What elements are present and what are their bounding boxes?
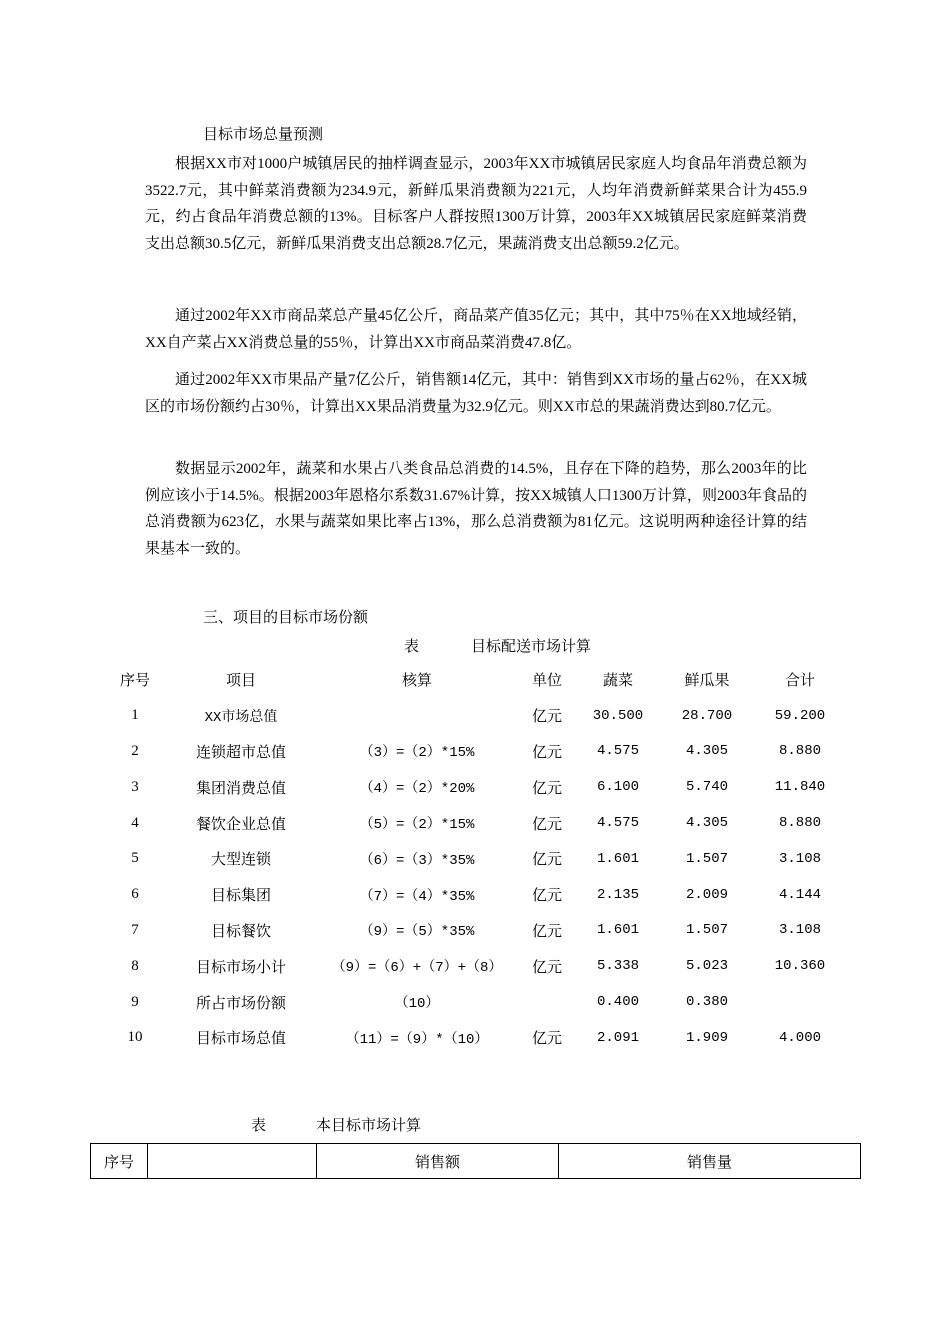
row-fruit: 5.023 <box>685 958 728 975</box>
row-total: 8.880 <box>778 743 821 760</box>
row-unit: 亿元 <box>531 744 562 761</box>
row-fruit: 1.909 <box>685 1029 728 1046</box>
header-cell: 核算 <box>401 673 432 690</box>
paragraph-3: 通过2002年XX市果品产量7亿公斤，销售额14亿元，其中：销售到XX市场的量占62％，在XX城区的市场份额约占30％，计算出XX果品消费量为32.9亿元。则XX市总的果蔬消费达到80.7亿元。 <box>145 372 807 415</box>
row-index: 5 <box>131 850 139 867</box>
header-cell: 合计 <box>784 673 815 690</box>
row-vegetables: 1.601 <box>596 922 639 939</box>
table-row <box>100 877 850 913</box>
row-item: 所占市场份额 <box>195 995 286 1012</box>
row-formula: （7）=（4）*35% <box>359 888 475 905</box>
header-cell: 序号 <box>119 673 150 690</box>
row-index: 10 <box>127 1029 143 1046</box>
row-formula: （5）=（2）*15% <box>359 817 475 834</box>
row-fruit: 2.009 <box>685 886 728 903</box>
table1-caption-title: 目标配送市场计算 <box>471 639 592 655</box>
table-header-row <box>91 1144 861 1179</box>
table-row <box>100 948 850 984</box>
row-total: 10.360 <box>774 958 826 975</box>
row-vegetables: 30.500 <box>592 707 644 724</box>
table2-caption <box>251 1114 421 1135</box>
row-vegetables: 2.135 <box>596 886 639 903</box>
row-formula: （9）=（5）*35% <box>359 924 475 941</box>
row-unit: 亿元 <box>531 923 562 940</box>
table1-caption-prefix: 表 <box>404 639 420 655</box>
table2-caption-title: 本目标市场计算 <box>316 1118 422 1134</box>
table-row <box>100 1020 850 1056</box>
row-total: 4.000 <box>778 1029 821 1046</box>
row-item: 集团消费总值 <box>195 780 286 797</box>
row-formula: （3）=（2）*15% <box>359 745 475 762</box>
row-formula: （6）=（3）*35% <box>359 852 475 869</box>
table1-caption <box>404 635 591 656</box>
row-unit: 亿元 <box>531 888 562 905</box>
row-fruit: 5.740 <box>685 779 728 796</box>
header-cell: 销售量 <box>559 1144 861 1179</box>
paragraph-1: 根据XX市对1000户城镇居民的抽样调查显示，2003年XX市城镇居民家庭人均食品年消费总额为3522.7元，其中鲜菜消费额为234.9元，新鲜瓜果消费额为221元，人均年消费新鲜菜果合计为455.9元，约占食品年消费总额的13%。目标客户人群按照1300万计算，2003年XX城镇居民家庭鲜菜消费支出总额30.5亿元，新鲜瓜果消费支出总额28.7亿元，果蔬消费支出总额59.2亿元。 <box>145 156 807 252</box>
row-vegetables: 6.100 <box>596 779 639 796</box>
row-formula: （9）=（6）+（7）+（8） <box>331 960 503 977</box>
table-row <box>100 841 850 877</box>
section3-heading: 三、项目的目标市场份额 <box>203 610 369 626</box>
row-unit <box>522 984 572 1020</box>
header-cell: 项目 <box>225 673 256 690</box>
row-total: 4.144 <box>778 886 821 903</box>
table-row <box>100 984 850 1020</box>
row-fruit: 28.700 <box>681 707 733 724</box>
row-unit: 亿元 <box>531 709 562 726</box>
row-total: 3.108 <box>778 850 821 867</box>
row-unit: 亿元 <box>531 780 562 797</box>
row-vegetables: 1.601 <box>596 850 639 867</box>
row-fruit: 4.305 <box>685 815 728 832</box>
header-cell: 销售额 <box>317 1144 559 1179</box>
section-heading: 目标市场总量预测 <box>203 127 324 143</box>
header-cell <box>148 1144 317 1179</box>
table-header-row <box>100 662 850 698</box>
row-fruit: 0.380 <box>685 994 728 1011</box>
row-index: 2 <box>131 742 139 759</box>
row-item: 目标集团 <box>210 888 271 905</box>
paragraph-2: 通过2002年XX市商品菜总产量45亿公斤，商品菜产值35亿元；其中，其中75％在XX地域经销，XX自产菜占XX消费总量的55％，计算出XX市商品菜消费47.8亿。 <box>145 308 807 351</box>
target-distribution-table <box>100 662 850 1056</box>
row-vegetables: 2.091 <box>596 1029 639 1046</box>
row-total <box>750 984 850 1020</box>
row-item: 连锁超市总值 <box>195 744 286 761</box>
row-item: XX市场总值 <box>204 709 278 726</box>
row-unit: 亿元 <box>531 959 562 976</box>
row-item: 餐饮企业总值 <box>195 816 286 833</box>
row-fruit: 1.507 <box>685 922 728 939</box>
row-unit: 亿元 <box>531 1031 562 1048</box>
row-total: 11.840 <box>774 779 826 796</box>
row-index: 6 <box>131 886 139 903</box>
row-unit: 亿元 <box>531 816 562 833</box>
table-row <box>100 698 850 734</box>
paragraph-4: 数据显示2002年，蔬菜和水果占八类食品总消费的14.5%，且存在下降的趋势，那么2003年的比例应该小于14.5%。根据2003年恩格尔系数31.67%计算，按XX城镇人口1300万计算，则2003年食品的总消费额为623亿，水果与蔬菜如果比率占13%，那么总消费额为81亿元。这说明两种途径计算的结果基本一致的。 <box>145 461 807 557</box>
row-index: 8 <box>131 957 139 974</box>
row-index: 1 <box>131 707 139 724</box>
header-cell: 单位 <box>531 673 562 690</box>
table-row <box>100 805 850 841</box>
row-index: 7 <box>131 921 139 938</box>
row-index: 4 <box>131 814 139 831</box>
table2-caption-prefix: 表 <box>251 1118 267 1134</box>
row-formula: （10） <box>394 996 440 1013</box>
row-index: 9 <box>131 993 139 1010</box>
row-vegetables: 4.575 <box>596 815 639 832</box>
row-fruit: 4.305 <box>685 743 728 760</box>
header-cell: 鲜瓜果 <box>684 673 730 690</box>
row-total: 8.880 <box>778 815 821 832</box>
row-item: 大型连锁 <box>210 852 271 869</box>
row-total: 59.200 <box>774 707 826 724</box>
row-item: 目标市场小计 <box>195 959 286 976</box>
table-row <box>100 734 850 770</box>
row-formula: （11）=（9）*（10） <box>345 1031 489 1048</box>
row-item: 目标餐饮 <box>210 923 271 940</box>
row-total: 3.108 <box>778 922 821 939</box>
row-index: 3 <box>131 778 139 795</box>
row-vegetables: 5.338 <box>596 958 639 975</box>
table-row <box>100 769 850 805</box>
table-row <box>100 913 850 949</box>
header-cell: 蔬菜 <box>602 673 633 690</box>
row-vegetables: 0.400 <box>596 994 639 1011</box>
target-market-table <box>90 1143 861 1179</box>
row-formula <box>312 698 522 734</box>
row-unit: 亿元 <box>531 852 562 869</box>
row-fruit: 1.507 <box>685 850 728 867</box>
row-formula: （4）=（2）*20% <box>359 781 475 798</box>
row-vegetables: 4.575 <box>596 743 639 760</box>
header-cell: 序号 <box>91 1144 148 1179</box>
row-item: 目标市场总值 <box>195 1031 286 1048</box>
